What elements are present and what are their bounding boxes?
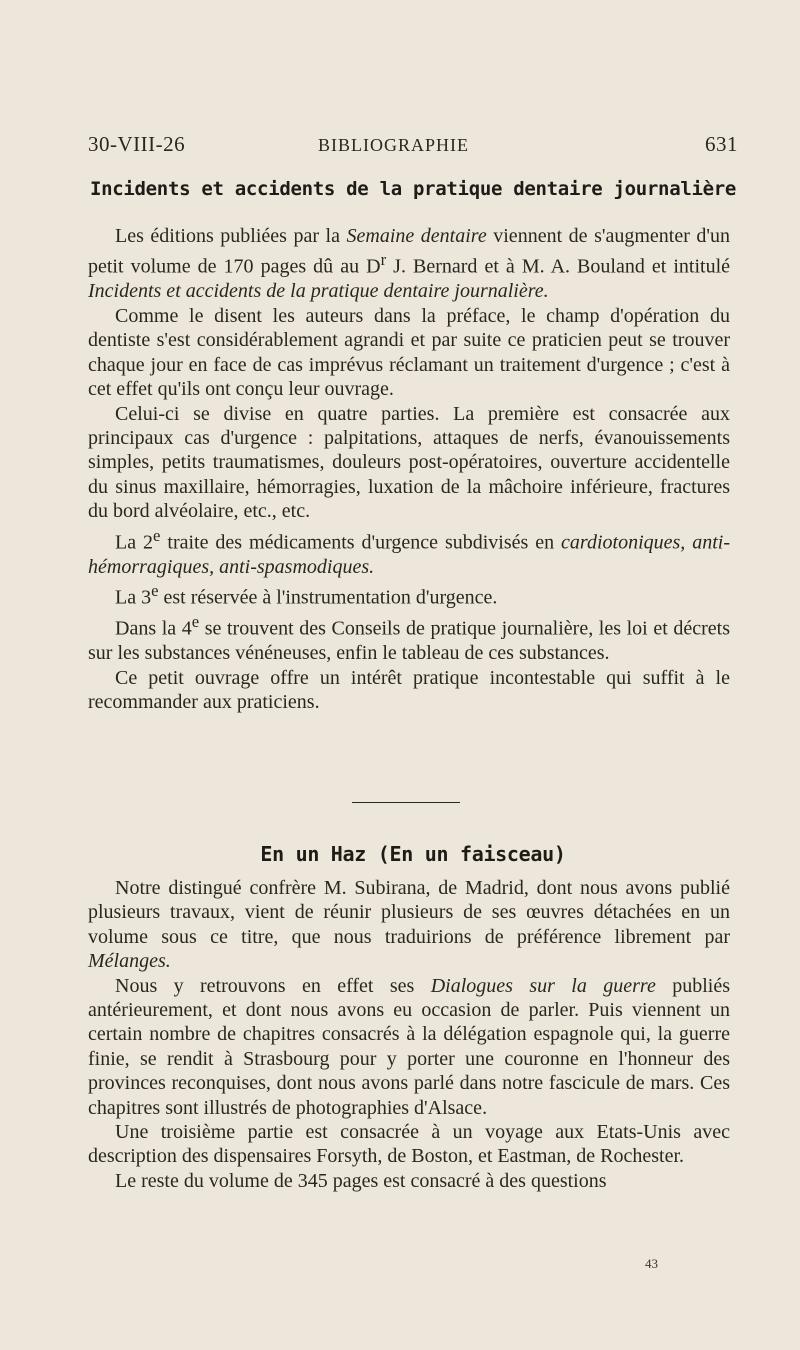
- article1-paragraph-2: Comme le disent les auteurs dans la préface, le champ d'opération du dentiste s'est considérablement agrandi et par suite ce praticien peut se trouver chaque jour en face de cas imprévus réclamant un traitement d'urgence ; c'est à cet effet qu'ils ont conçu leur ouvrage.: [88, 304, 730, 401]
- running-head: [88, 132, 738, 162]
- article1-paragraph-6: Dans la 4e se trouvent des Conseils de pratique journalière, les loi et décrets sur les substances vénéneuses, enfin le tableau de ces substances.: [88, 612, 730, 665]
- article2-paragraph-3: Une troisième partie est consacrée à un voyage aux Etats-Unis avec description des dispensaires Forsyth, de Boston, et Eastman, de Rochester.: [88, 1121, 730, 1168]
- article1-paragraph-7: Ce petit ouvrage offre un intérêt pratique incontestable qui suffit à le recommander aux praticiens.: [88, 666, 730, 713]
- article2-paragraph-2: Nous y retrouvons en effet ses Dialogues sur la guerre publiés antérieurement, et dont nous avons eu occasion de parler. Puis viennent un certain nombre de chapitres consacrés à la délégation espagnole qui, la guerre finie, se rendit à Strasbourg pour y porter une couronne en l'honneur des provinces reconquises, dont nous avons parlé dans notre fascicule de mars. Ces chapitres sont illustrés de photographies d'Alsace.: [88, 974, 730, 1119]
- header-date: 30-VIII-26: [88, 132, 186, 156]
- article1-paragraph-1: Les éditions publiées par la Semaine dentaire viennent de s'augmenter d'un petit volume de 170 pages dû au $D^r$ J. Bernard et à M. A. Bouland et intitulé Incidents et accidents de la pratique dentaire journalière.: [88, 225, 731, 303]
- article1-title: Incidents et accidents de la pratique dentaire journalière: [89, 178, 737, 200]
- article2-paragraph-4: Le reste du volume de 345 pages est consacré à des questions: [115, 1169, 607, 1192]
- article2-paragraph-1: Notre distingué confrère M. Subirana, de Madrid, dont nous avons publié plusieurs travaux, vient de réunir plusieurs de ses œuvres détachées en un volume sous ce titre, que nous traduirions de préférence librement par Mélanges.: [88, 877, 730, 973]
- section-divider: [352, 802, 460, 803]
- article1-paragraph-4: La 2e traite des médicaments d'urgence subdivisés en cardiotoniques, anti-hémorragiques, anti-spasmodiques.: [88, 525, 731, 578]
- header-section: BIBLIOGRAPHIE: [318, 135, 469, 155]
- article1-paragraph-5: La 3e est réservée à l'instrumentation d'urgence.: [115, 581, 498, 609]
- article1-body: [88, 224, 730, 714]
- article2-title: En un Haz (En un faisceau): [260, 842, 566, 866]
- article1-paragraph-3: Celui-ci se divise en quatre parties. La première est consacrée aux principaux cas d'urgence : palpitations, attaques de nerfs, évanouissements simples, petits traumatismes, douleurs post-opératoires, ouverture accidentelle du sinus maxillaire, hémorragies, luxation de la mâchoire inférieure, fractures du bord alvéolaire, etc., etc.: [88, 402, 730, 523]
- signature-mark: 43: [645, 1256, 658, 1271]
- page-number: 631: [705, 132, 738, 156]
- article2-body: [88, 876, 730, 1193]
